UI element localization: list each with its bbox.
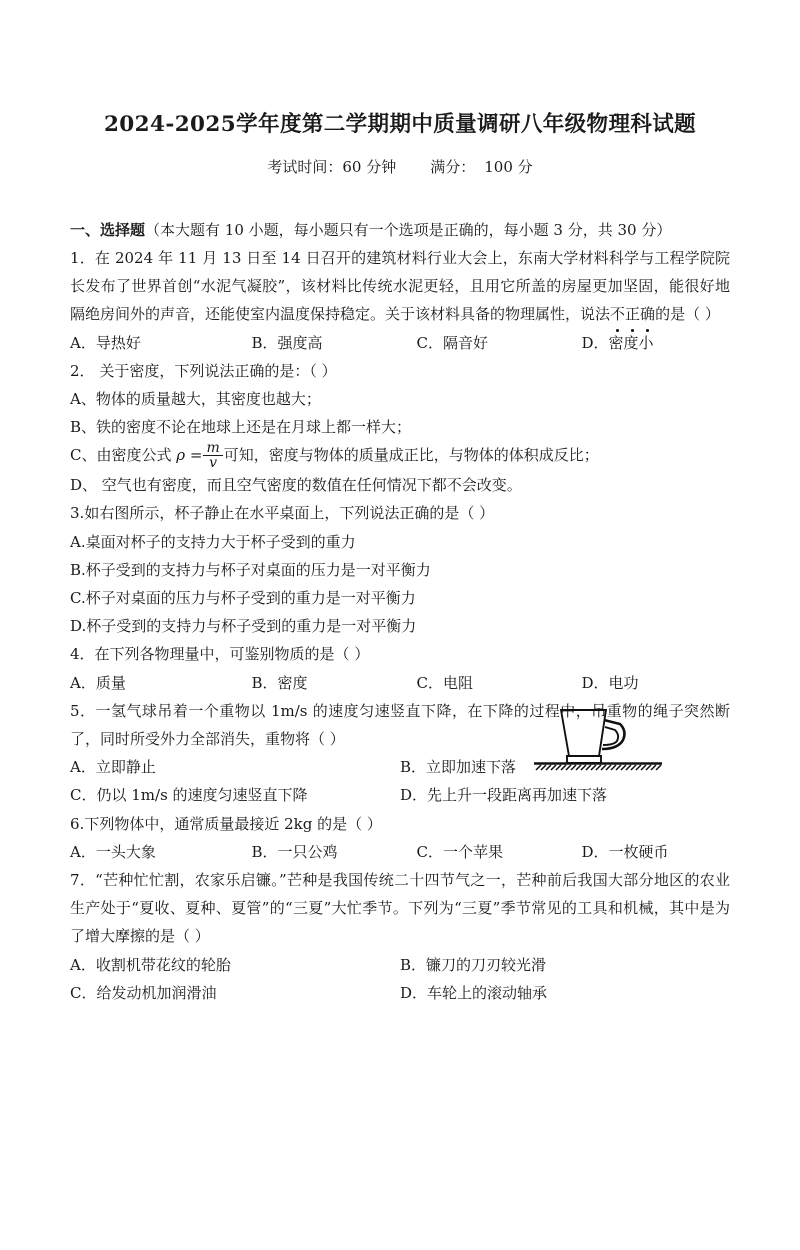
full-marks-value: 100 分 [484, 157, 533, 176]
question-1-option-b[interactable]: B．强度高 [251, 333, 323, 352]
question-5-option-d[interactable]: D．先上升一段距离再加速下落 [400, 786, 608, 805]
question-7-stem [70, 866, 730, 951]
question-7-options-row-1 [70, 951, 730, 979]
equals-sign: = [189, 446, 203, 465]
question-2-number: 2． [70, 361, 95, 380]
question-1-stem [70, 244, 730, 329]
fraction-numerator: m [206, 439, 220, 456]
exam-time-label: 考试时间： [267, 157, 343, 176]
exam-time-value: 60 分钟 [342, 157, 397, 176]
section-heading [70, 216, 730, 244]
question-3-option-d[interactable]: D.杯子受到的支持力与杯子受到的重力是一对平衡力 [70, 617, 417, 636]
question-3-stem [70, 499, 730, 527]
question-5-option-b[interactable]: B．立即加速下落 [400, 758, 517, 777]
question-5-options-row-2 [70, 781, 730, 809]
question-7-option-d[interactable]: D．车轮上的滚动轴承 [400, 983, 548, 1002]
question-7-stem-text: “芒种忙忙割，农家乐启镰。”芒种是我国传统二十四节气之一，芒种前后我国大部分地区的农业生产处于“夏收、夏种、夏管”的“三夏”大忙季节。下列为“三夏”季节常见的工具和机械，其中是为了增大摩擦的是（ ） [70, 871, 731, 946]
question-1-option-c[interactable]: C．隔音好 [416, 333, 488, 352]
question-5-stem-text: 一氢气球吊着一个重物以 1m/s 的速度匀速竖直下降，在下降的过程中，吊重物的绳子突然断了，同时所受外力全部消失，重物将（ ） [70, 701, 731, 749]
question-7-option-b[interactable]: B．镰刀的刀刃较光滑 [400, 955, 547, 974]
question-1-number: 1． [70, 249, 95, 267]
question-1-stem-tail: 的是（ ） [655, 305, 720, 324]
question-3-number: 3. [70, 504, 85, 523]
question-2-option-d[interactable]: D、 空气也有密度，而且空气密度的数值在任何情况下都不会改变。 [70, 476, 522, 495]
question-7-option-c[interactable]: C．给发动机加润滑油 [70, 983, 217, 1002]
question-5-option-c[interactable]: C．仍以 1m/s 的速度匀速竖直下降 [70, 786, 308, 805]
section-description: （本大题有 10 小题，每小题只有一个选项是正确的，每小题 3 分，共 30 分） [145, 220, 672, 239]
question-2-option-c[interactable] [70, 441, 730, 471]
cup-handle-inner [603, 727, 618, 745]
question-2-option-a[interactable]: A、物体的质量越大，其密度也越大； [70, 390, 321, 409]
question-2-stem [70, 357, 730, 385]
density-formula-fraction [203, 441, 222, 471]
question-7-options-row-2 [70, 979, 730, 1007]
question-3-options [70, 528, 730, 641]
question-4-option-b[interactable]: B．密度 [251, 673, 308, 692]
question-5-number: 5． [70, 701, 96, 720]
exam-meta [70, 158, 730, 176]
question-3 [70, 499, 730, 640]
question-6-option-a[interactable]: A．一头大象 [70, 842, 156, 861]
question-4 [70, 640, 730, 696]
question-1-options [70, 329, 730, 357]
question-4-option-d[interactable]: D．电功 [581, 673, 639, 692]
question-7-number: 7． [70, 871, 96, 890]
question-3-option-b[interactable]: B.杯子受到的支持力与杯子对桌面的压力是一对平衡力 [70, 560, 431, 579]
question-5-option-a[interactable]: A．立即静止 [70, 758, 156, 777]
question-4-option-c[interactable]: C．电阻 [416, 673, 473, 692]
question-2-option-c-prefix: C、由密度公式 [70, 446, 177, 465]
question-3-option-a[interactable]: A.桌面对杯子的支持力大于杯子受到的重力 [70, 532, 356, 551]
question-7-option-a[interactable]: A．收割机带花纹的轮胎 [70, 955, 231, 974]
question-6-option-c[interactable]: C．一个苹果 [416, 842, 503, 861]
cup-on-table-figure [528, 704, 668, 774]
question-1 [70, 244, 730, 357]
page-title: 2024-2025学年度第二学期期中质量调研八年级物理科试题 [103, 112, 697, 137]
cup-base [567, 756, 601, 763]
question-6-number: 6. [70, 814, 85, 833]
question-7 [70, 866, 730, 1007]
exam-content [70, 216, 730, 1007]
full-marks-label: 满分： [430, 157, 476, 176]
question-2 [70, 357, 730, 500]
question-4-number: 4． [70, 645, 95, 664]
question-3-stem-text: 如右图所示，杯子静止在水平桌面上，下列说法正确的是（ ） [84, 504, 495, 523]
question-6-stem-text: 下列物体中，通常质量最接近 2kg 的是（ ） [84, 814, 382, 833]
question-4-option-a[interactable]: A．质量 [70, 673, 126, 692]
cup-body [561, 710, 606, 756]
question-4-stem-text: 在下列各物理量中，可鉴别物质的是（ ） [94, 645, 370, 664]
question-6 [70, 810, 730, 866]
question-2-option-c-suffix: 可知，密度与物体的质量成正比，与物体的体积成反比； [223, 446, 599, 465]
question-1-emphasis: 不正确 [610, 305, 655, 323]
fraction-denominator: v [203, 455, 222, 470]
exam-paper-page [0, 112, 800, 1250]
table-hatching [536, 765, 661, 770]
question-2-options [70, 385, 730, 499]
question-6-stem [70, 810, 730, 838]
question-6-options [70, 838, 730, 866]
question-1-option-d[interactable]: D．密度小 [581, 333, 654, 352]
question-4-options [70, 669, 730, 697]
density-symbol: ρ [176, 446, 186, 465]
question-1-option-a[interactable]: A．导热好 [70, 333, 141, 352]
question-6-option-b[interactable]: B．一只公鸡 [251, 842, 338, 861]
section-number: 一、选择题 [70, 220, 146, 239]
question-3-option-c[interactable]: C.杯子对桌面的压力与杯子受到的重力是一对平衡力 [70, 589, 416, 607]
question-4-stem [70, 640, 730, 668]
question-2-option-b[interactable]: B、铁的密度不论在地球上还是在月球上都一样大； [70, 418, 412, 437]
question-2-stem-text: 关于密度，下列说法正确的是：（ ） [94, 361, 337, 380]
question-6-option-d[interactable]: D．一枚硬币 [581, 842, 669, 861]
question-1-stem-text: 在 2024 年 11 月 13 日至 14 日召开的建筑材料行业大会上，东南大学材料科学与工程学院院长发布了世界首创“水泥气凝胶”，该材料比传统水泥更轻，且用它所盖的房屋更加坚固，能很好地隔绝房间外的声音，还能使室内温度保持稳定。关于该材料具备的物理属性，说法 [70, 249, 730, 324]
